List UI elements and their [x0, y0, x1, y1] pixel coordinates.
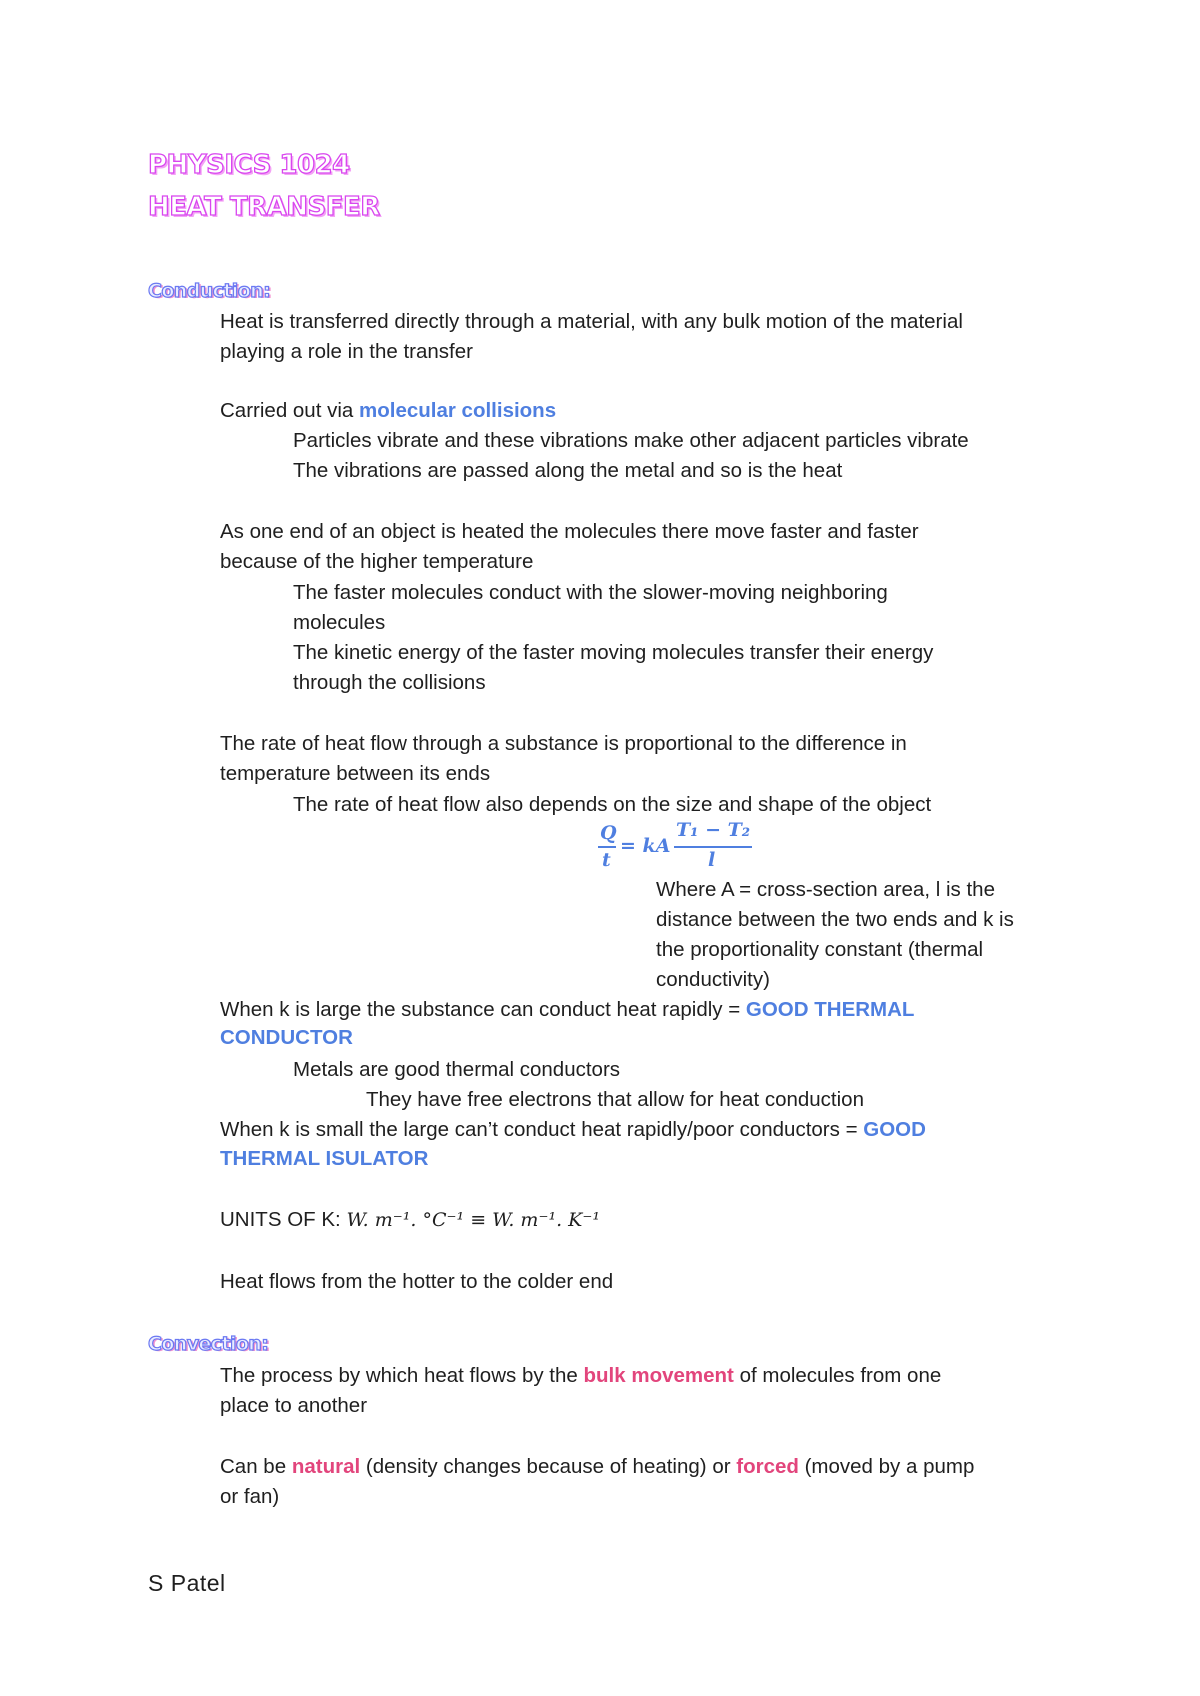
conduction-p5-sub1: Metals are good thermal conductors [293, 1058, 621, 1081]
equation-numerator: T₁ − T₂ [676, 819, 751, 841]
conduction-heading: Conduction: [148, 280, 271, 302]
conduction-p7: Heat flows from the hotter to the colder end [220, 1270, 614, 1293]
p6-text: When k is small the large can’t conduct heat rapidly/poor conductors = [220, 1118, 864, 1141]
highlight-conductor: CONDUCTOR [220, 1026, 353, 1049]
footer-author: S Patel [148, 1570, 226, 1596]
convection-p2-line2: or fan) [220, 1485, 280, 1508]
units-label: UNITS OF K: [220, 1208, 347, 1231]
conduction-p3-line2: because of the higher temperature [220, 550, 534, 573]
equation-where-line1: Where A = cross-section area, l is the [656, 878, 995, 901]
document-title-line2: HEAT TRANSFER [148, 192, 380, 222]
highlight-natural: natural [291, 1455, 361, 1478]
convection-heading: Convection: [148, 1333, 269, 1355]
conduction-p4-sub1: The rate of heat flow also depends on the size and shape of the object [293, 793, 932, 816]
convection-p2-mid: (density changes because of heating) or [360, 1455, 737, 1478]
conduction-p5-line1 [220, 997, 914, 1023]
highlight-bulk-movement: bulk movement [583, 1364, 734, 1387]
units-expression: W. m⁻¹. °C⁻¹ ≡ W. m⁻¹. K⁻¹ [346, 1209, 601, 1231]
conduction-p1-line1: Heat is transferred directly through a material, with any bulk motion of the material [220, 310, 963, 333]
convection-p1-post: of molecules from one [733, 1364, 942, 1387]
conduction-p4-line2: temperature between its ends [220, 762, 491, 785]
conduction-p3-sub1-line2: molecules [293, 611, 386, 634]
highlight-molecular-collisions: molecular collisions [359, 399, 557, 422]
highlight-forced: forced [736, 1455, 799, 1478]
convection-p1-line1 [220, 1363, 941, 1389]
equation-q: Q [600, 822, 617, 844]
p5-text: When k is large the substance can conduct heat rapidly = [220, 998, 746, 1021]
conduction-p5-line2 [220, 1025, 353, 1051]
heat-flow-equation [598, 819, 758, 882]
conduction-p6-line1 [220, 1117, 926, 1143]
highlight-good: GOOD [863, 1118, 926, 1141]
conduction-p2-line [220, 398, 556, 424]
conduction-p3-sub2-line2: through the collisions [293, 671, 486, 694]
conduction-p3-line1: As one end of an object is heated the molecules there move faster and faster [220, 520, 919, 543]
equation-fraction-bar-left [598, 846, 616, 848]
p2-text: Carried out via [220, 399, 360, 422]
convection-p2-post: (moved by a pump [798, 1455, 975, 1478]
conduction-p3-sub2-line1: The kinetic energy of the faster moving molecules transfer their energy [293, 641, 934, 664]
equation-fraction-bar-right [674, 846, 752, 848]
equation-t: t [602, 849, 611, 871]
units-of-k-line [220, 1207, 600, 1233]
conduction-p2-sub2: The vibrations are passed along the metal and so is the heat [293, 459, 843, 482]
highlight-good-thermal: GOOD THERMAL [745, 998, 915, 1021]
convection-p1-line2: place to another [220, 1394, 368, 1417]
equation-where-line4: conductivity) [656, 968, 770, 991]
conduction-p1-line2: playing a role in the transfer [220, 340, 473, 363]
convection-p2-pre: Can be [220, 1455, 292, 1478]
highlight-thermal-isulator: THERMAL ISULATOR [220, 1147, 429, 1170]
equation-equals-ka: = kA [620, 835, 671, 857]
convection-p2-line1 [220, 1454, 974, 1480]
conduction-p6-line2 [220, 1146, 428, 1172]
conduction-p2-sub1: Particles vibrate and these vibrations make other adjacent particles vibrate [293, 429, 969, 452]
document-title-line1: PHYSICS 1024 [148, 150, 350, 180]
conduction-p4-line1: The rate of heat flow through a substance is proportional to the difference in [220, 732, 907, 755]
convection-p1-pre: The process by which heat flows by the [220, 1364, 584, 1387]
conduction-p3-sub1-line1: The faster molecules conduct with the slower-moving neighboring [293, 581, 888, 604]
equation-where-line3: the proportionality constant (thermal [656, 938, 984, 961]
equation-where-line2: distance between the two ends and k is [656, 908, 1014, 931]
conduction-p5-sub2: They have free electrons that allow for heat conduction [366, 1088, 864, 1111]
equation-denominator: l [708, 849, 716, 871]
